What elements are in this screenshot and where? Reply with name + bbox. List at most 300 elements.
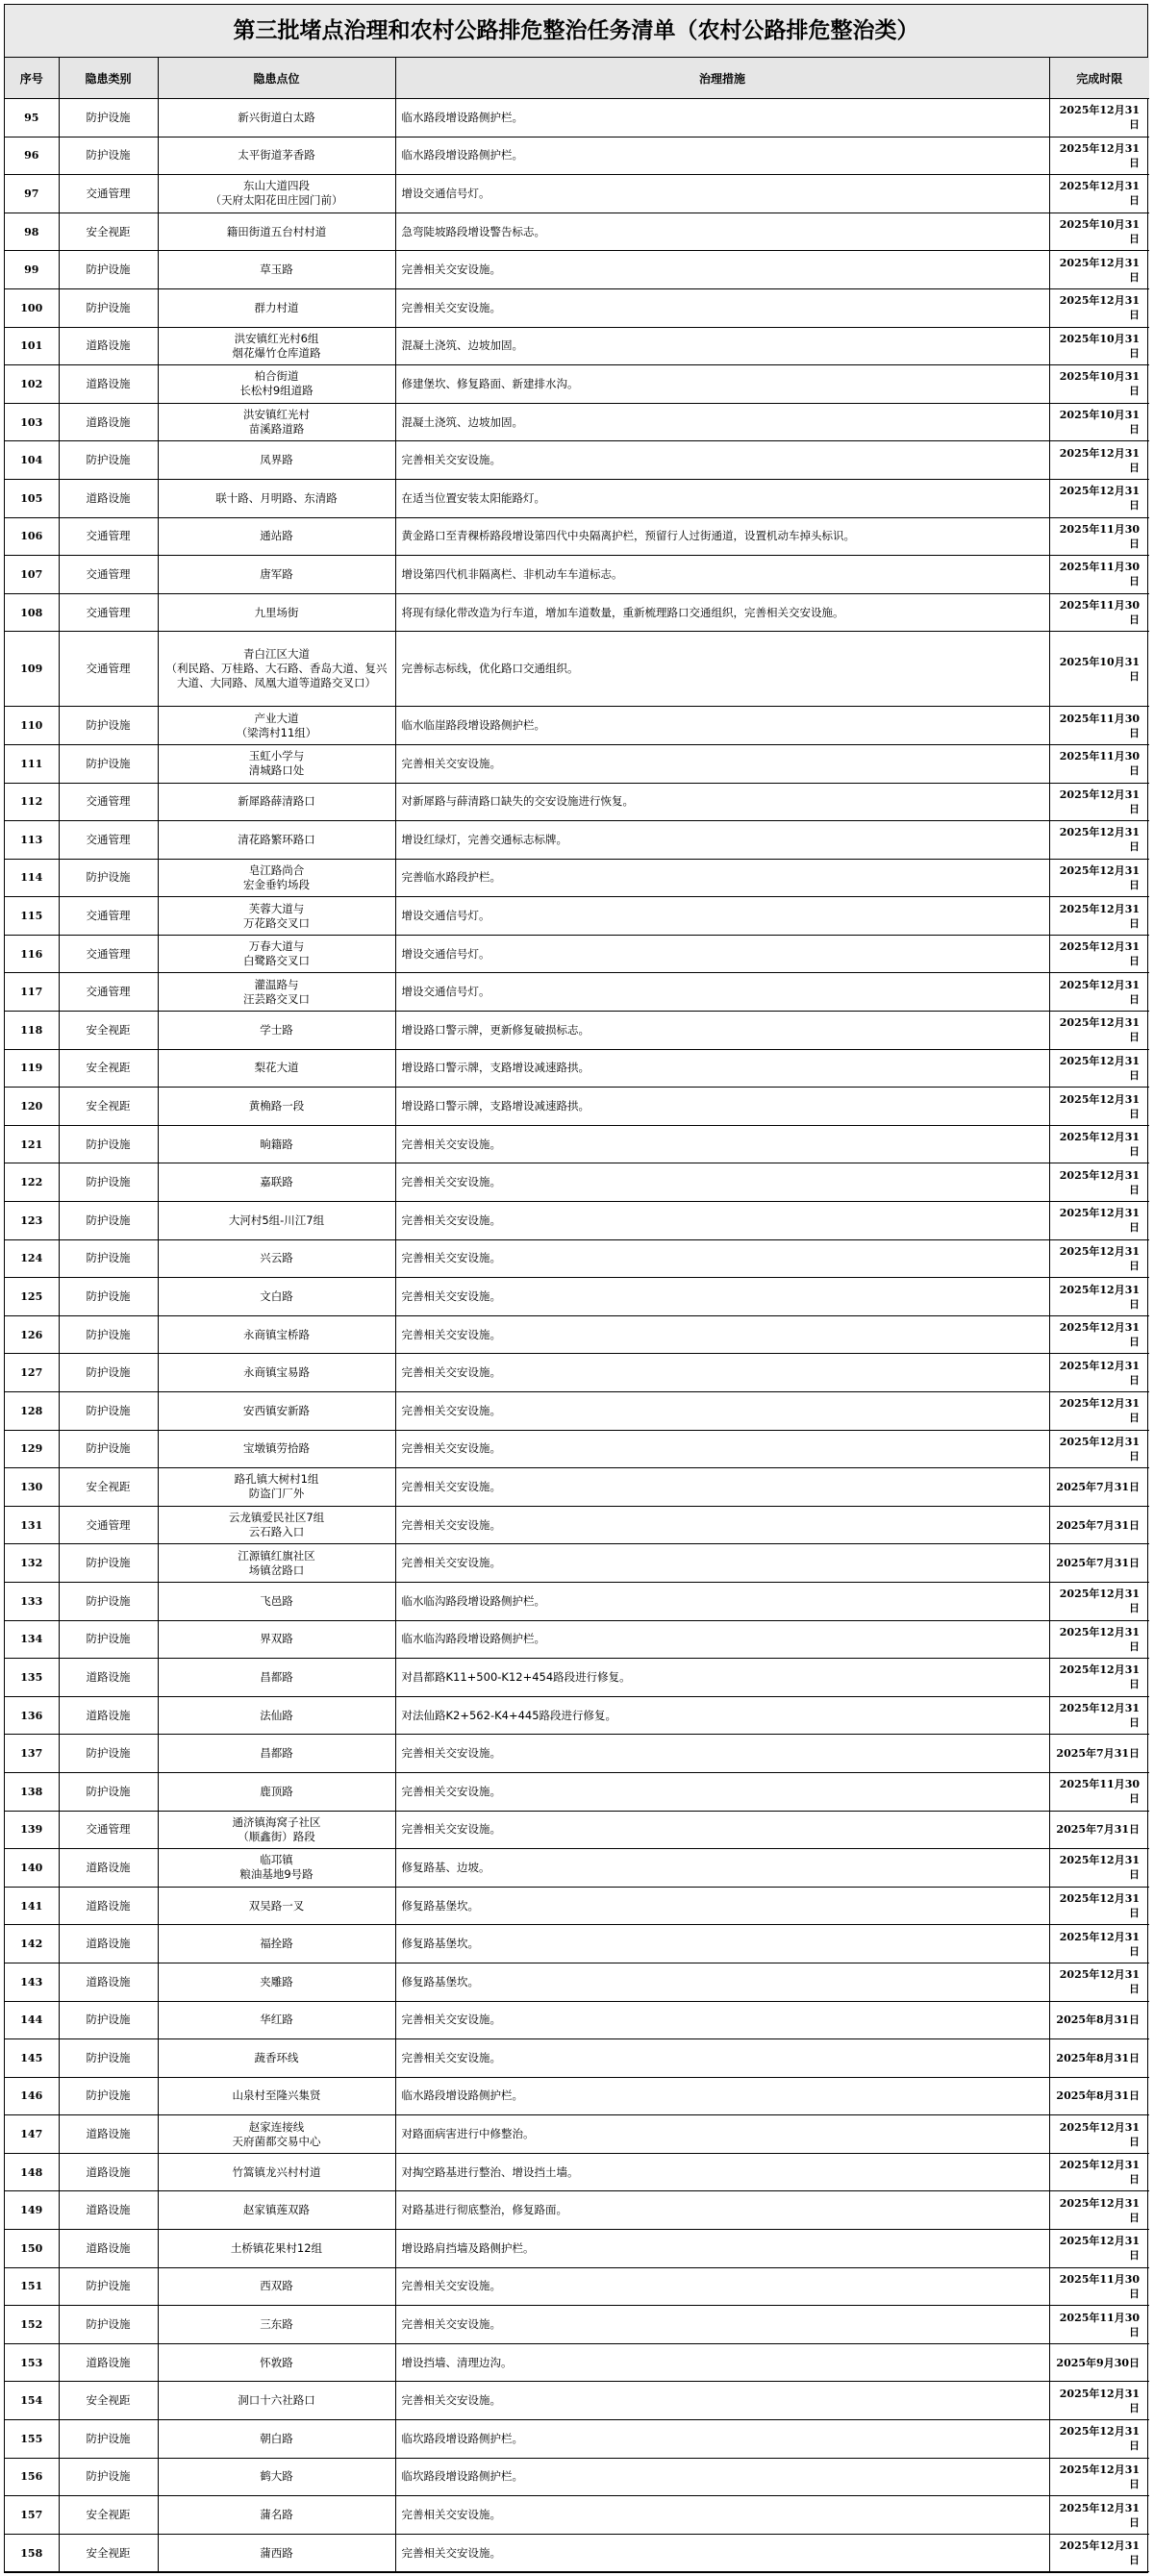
table-row (5, 2306, 1149, 2344)
row-location: 籍田街道五台村村道 (158, 213, 395, 251)
row-index: 105 (5, 479, 59, 517)
row-deadline: 2025年11月30日 (1049, 2306, 1149, 2344)
table-row (5, 2458, 1149, 2496)
row-category: 防护设施 (59, 2077, 158, 2115)
row-location: 通站路 (158, 517, 395, 556)
row-deadline: 2025年10月31日 (1049, 327, 1149, 365)
row-deadline: 2025年12月31日 (1049, 479, 1149, 517)
row-location: 皂江路尚合 宏金垂钓场段 (158, 859, 395, 897)
row-index: 106 (5, 517, 59, 556)
table-row (5, 1278, 1149, 1316)
row-index: 114 (5, 859, 59, 897)
row-category: 防护设施 (59, 2420, 158, 2459)
row-location: 西双路 (158, 2267, 395, 2306)
row-index: 138 (5, 1772, 59, 1811)
row-measure: 在适当位置安装太阳能路灯。 (395, 479, 1049, 517)
row-deadline: 2025年12月31日 (1049, 1582, 1149, 1620)
table-row (5, 2382, 1149, 2420)
row-location: 赵家镇莲双路 (158, 2191, 395, 2230)
table-row (5, 1049, 1149, 1088)
row-category: 防护设施 (59, 251, 158, 289)
row-index: 121 (5, 1125, 59, 1163)
row-location: 玉虹小学与 清城路口处 (158, 744, 395, 783)
row-deadline: 2025年12月31日 (1049, 2230, 1149, 2268)
row-location: 产业大道 （梁湾村11组） (158, 707, 395, 745)
row-measure: 临水临崖路段增设路侧护栏。 (395, 707, 1049, 745)
row-location: 东山大道四段 （天府太阳花田庄园门前） (158, 175, 395, 213)
row-location: 九里场街 (158, 593, 395, 632)
row-index: 113 (5, 821, 59, 860)
table-header-row (5, 58, 1149, 99)
row-index: 148 (5, 2153, 59, 2191)
row-category: 防护设施 (59, 1582, 158, 1620)
row-deadline: 2025年12月31日 (1049, 973, 1149, 1012)
row-category: 道路设施 (59, 1887, 158, 1925)
row-deadline: 2025年8月31日 (1049, 2039, 1149, 2078)
table-row (5, 2420, 1149, 2459)
row-measure: 完善相关交安设施。 (395, 2306, 1049, 2344)
row-location: 鹤大路 (158, 2458, 395, 2496)
row-category: 安全视距 (59, 213, 158, 251)
row-location: 昌都路 (158, 1659, 395, 1697)
row-index: 150 (5, 2230, 59, 2268)
row-index: 103 (5, 403, 59, 441)
table-row (5, 1163, 1149, 1202)
row-location: 草玉路 (158, 251, 395, 289)
row-index: 141 (5, 1887, 59, 1925)
row-index: 131 (5, 1506, 59, 1544)
row-index: 128 (5, 1392, 59, 1431)
row-measure: 临坎路段增设路侧护栏。 (395, 2420, 1049, 2459)
row-measure: 急弯陡坡路段增设警告标志。 (395, 213, 1049, 251)
row-location: 洪安镇红光村 苗溪路道路 (158, 403, 395, 441)
table-row (5, 935, 1149, 973)
row-category: 道路设施 (59, 327, 158, 365)
row-deadline: 2025年12月31日 (1049, 1278, 1149, 1316)
row-location: 文白路 (158, 1278, 395, 1316)
row-deadline: 2025年12月31日 (1049, 1659, 1149, 1697)
row-category: 防护设施 (59, 1278, 158, 1316)
row-location: 界双路 (158, 1620, 395, 1659)
row-category: 道路设施 (59, 365, 158, 404)
row-index: 98 (5, 213, 59, 251)
row-category: 防护设施 (59, 1315, 158, 1354)
row-measure: 完善相关交安设施。 (395, 1239, 1049, 1278)
header-category: 隐患类别 (59, 58, 158, 99)
row-index: 140 (5, 1849, 59, 1888)
row-deadline: 2025年12月31日 (1049, 935, 1149, 973)
row-measure: 完善相关交安设施。 (395, 1354, 1049, 1392)
row-index: 144 (5, 2001, 59, 2039)
row-measure: 完善相关交安设施。 (395, 1735, 1049, 1773)
row-deadline: 2025年11月30日 (1049, 1772, 1149, 1811)
row-category: 交通管理 (59, 517, 158, 556)
row-deadline: 2025年10月31日 (1049, 403, 1149, 441)
row-deadline: 2025年12月31日 (1049, 2115, 1149, 2154)
row-measure: 增设红绿灯，完善交通标志标牌。 (395, 821, 1049, 860)
row-location: 灌温路与 汪芸路交叉口 (158, 973, 395, 1012)
table-row (5, 365, 1149, 404)
row-category: 交通管理 (59, 973, 158, 1012)
table-row (5, 744, 1149, 783)
row-location: 洪安镇红光村6组 烟花爆竹仓库道路 (158, 327, 395, 365)
row-category: 防护设施 (59, 2458, 158, 2496)
row-category: 道路设施 (59, 2230, 158, 2268)
row-location: 凤界路 (158, 441, 395, 480)
row-category: 道路设施 (59, 1925, 158, 1963)
row-location: 昌都路 (158, 1735, 395, 1773)
row-location: 安西镇安新路 (158, 1392, 395, 1431)
row-deadline: 2025年12月31日 (1049, 2420, 1149, 2459)
row-category: 防护设施 (59, 707, 158, 745)
row-deadline: 2025年12月31日 (1049, 783, 1149, 821)
row-index: 122 (5, 1163, 59, 1202)
table-row (5, 1468, 1149, 1507)
row-index: 96 (5, 137, 59, 175)
row-location: 朝白路 (158, 2420, 395, 2459)
row-category: 道路设施 (59, 479, 158, 517)
row-index: 145 (5, 2039, 59, 2078)
row-index: 149 (5, 2191, 59, 2230)
row-location: 青白江区大道 （利民路、万桂路、大石路、香岛大道、复兴大道、大同路、凤凰大道等道路交叉口） (158, 632, 395, 707)
table-row (5, 2039, 1149, 2078)
row-index: 155 (5, 2420, 59, 2459)
table-row (5, 1392, 1149, 1431)
row-index: 152 (5, 2306, 59, 2344)
row-deadline: 2025年8月31日 (1049, 2077, 1149, 2115)
table-row (5, 1963, 1149, 2001)
task-table (5, 58, 1149, 2572)
row-deadline: 2025年12月31日 (1049, 1963, 1149, 2001)
row-deadline: 2025年12月31日 (1049, 897, 1149, 936)
row-measure: 完善相关交安设施。 (395, 1278, 1049, 1316)
row-category: 道路设施 (59, 2343, 158, 2382)
page-title: 第三批堵点治理和农村公路排危整治任务清单（农村公路排危整治类） (5, 5, 1147, 58)
row-deadline: 2025年7月31日 (1049, 1468, 1149, 1507)
row-measure: 增设交通信号灯。 (395, 897, 1049, 936)
row-measure: 临水路段增设路侧护栏。 (395, 137, 1049, 175)
row-measure: 完善相关交安设施。 (395, 744, 1049, 783)
row-deadline: 2025年12月31日 (1049, 137, 1149, 175)
table-row (5, 859, 1149, 897)
row-category: 防护设施 (59, 441, 158, 480)
row-index: 118 (5, 1012, 59, 1050)
row-category: 安全视距 (59, 1012, 158, 1050)
row-location: 学士路 (158, 1012, 395, 1050)
row-deadline: 2025年12月31日 (1049, 441, 1149, 480)
row-location: 竹篙镇龙兴村村道 (158, 2153, 395, 2191)
table-row (5, 897, 1149, 936)
table-row (5, 213, 1149, 251)
row-measure: 完善相关交安设施。 (395, 1544, 1049, 1583)
row-measure: 修复路基、边坡。 (395, 1849, 1049, 1888)
row-measure: 修复路基堡坎。 (395, 1963, 1049, 2001)
row-index: 100 (5, 288, 59, 327)
table-row (5, 556, 1149, 594)
row-index: 126 (5, 1315, 59, 1354)
row-measure: 增设路口警示牌，支路增设减速路拱。 (395, 1049, 1049, 1088)
table-row (5, 1544, 1149, 1583)
table-row (5, 2343, 1149, 2382)
row-deadline: 2025年12月31日 (1049, 2534, 1149, 2572)
row-location: 福拴路 (158, 1925, 395, 1963)
row-category: 安全视距 (59, 2382, 158, 2420)
row-deadline: 2025年12月31日 (1049, 1049, 1149, 1088)
row-deadline: 2025年12月31日 (1049, 1012, 1149, 1050)
row-deadline: 2025年12月31日 (1049, 821, 1149, 860)
row-measure: 对路面病害进行中修整治。 (395, 2115, 1049, 2154)
row-measure: 增设挡墙、清理边沟。 (395, 2343, 1049, 2382)
row-category: 防护设施 (59, 859, 158, 897)
row-index: 112 (5, 783, 59, 821)
row-index: 142 (5, 1925, 59, 1963)
row-deadline: 2025年12月31日 (1049, 1696, 1149, 1735)
row-category: 安全视距 (59, 2496, 158, 2535)
row-category: 防护设施 (59, 2306, 158, 2344)
row-index: 101 (5, 327, 59, 365)
row-location: 夹雕路 (158, 1963, 395, 2001)
row-deadline: 2025年12月31日 (1049, 1925, 1149, 1963)
table-row (5, 1582, 1149, 1620)
row-deadline: 2025年7月31日 (1049, 1506, 1149, 1544)
row-measure: 增设路肩挡墙及路侧护栏。 (395, 2230, 1049, 2268)
row-location: 云龙镇爱民社区7组 云石路入口 (158, 1506, 395, 1544)
table-row (5, 783, 1149, 821)
row-index: 119 (5, 1049, 59, 1088)
row-index: 117 (5, 973, 59, 1012)
table-row (5, 707, 1149, 745)
row-deadline: 2025年12月31日 (1049, 1620, 1149, 1659)
row-deadline: 2025年11月30日 (1049, 556, 1149, 594)
row-location: 兴云路 (158, 1239, 395, 1278)
row-index: 127 (5, 1354, 59, 1392)
row-deadline: 2025年12月31日 (1049, 1849, 1149, 1888)
row-location: 柏合街道 长松村9组道路 (158, 365, 395, 404)
header-index: 序号 (5, 58, 59, 99)
row-measure: 增设第四代机非隔离栏、非机动车车道标志。 (395, 556, 1049, 594)
row-deadline: 2025年10月31日 (1049, 365, 1149, 404)
row-category: 交通管理 (59, 556, 158, 594)
row-measure: 完善相关交安设施。 (395, 2001, 1049, 2039)
row-measure: 增设交通信号灯。 (395, 935, 1049, 973)
table-row (5, 1354, 1149, 1392)
row-measure: 临水路段增设路侧护栏。 (395, 2077, 1049, 2115)
row-location: 蒲西路 (158, 2534, 395, 2572)
row-index: 102 (5, 365, 59, 404)
row-deadline: 2025年7月31日 (1049, 1811, 1149, 1849)
row-index: 116 (5, 935, 59, 973)
row-category: 安全视距 (59, 1088, 158, 1126)
row-location: 江源镇红旗社区 场镇岔路口 (158, 1544, 395, 1583)
row-category: 交通管理 (59, 897, 158, 936)
table-row (5, 2077, 1149, 2115)
row-location: 永商镇宝易路 (158, 1354, 395, 1392)
row-category: 交通管理 (59, 1811, 158, 1849)
table-row (5, 1849, 1149, 1888)
row-deadline: 2025年7月31日 (1049, 1544, 1149, 1583)
row-location: 蔬香环线 (158, 2039, 395, 2078)
row-measure: 混凝土浇筑、边坡加固。 (395, 327, 1049, 365)
table-row (5, 1202, 1149, 1240)
row-measure: 临坎路段增设路侧护栏。 (395, 2458, 1049, 2496)
row-measure: 对法仙路K2+562-K4+445路段进行修复。 (395, 1696, 1049, 1735)
row-measure: 完善相关交安设施。 (395, 251, 1049, 289)
table-row (5, 327, 1149, 365)
row-location: 芙蓉大道与 万花路交叉口 (158, 897, 395, 936)
row-measure: 对昌都路K11+500-K12+454路段进行修复。 (395, 1659, 1049, 1697)
row-index: 95 (5, 99, 59, 138)
row-index: 132 (5, 1544, 59, 1583)
row-category: 防护设施 (59, 1354, 158, 1392)
row-index: 104 (5, 441, 59, 480)
row-deadline: 2025年12月31日 (1049, 251, 1149, 289)
table-row (5, 1012, 1149, 1050)
row-index: 97 (5, 175, 59, 213)
row-deadline: 2025年11月30日 (1049, 593, 1149, 632)
row-measure: 修建堡坎、修复路面、新建排水沟。 (395, 365, 1049, 404)
row-location: 黄桷路一段 (158, 1088, 395, 1126)
row-category: 防护设施 (59, 1392, 158, 1431)
row-deadline: 2025年12月31日 (1049, 288, 1149, 327)
row-category: 交通管理 (59, 175, 158, 213)
row-category: 道路设施 (59, 1849, 158, 1888)
row-deadline: 2025年9月30日 (1049, 2343, 1149, 2382)
row-measure: 完善相关交安设施。 (395, 1772, 1049, 1811)
row-location: 临邛镇 粮油基地9号路 (158, 1849, 395, 1888)
row-location: 洞口十六社路口 (158, 2382, 395, 2420)
table-row (5, 1315, 1149, 1354)
row-deadline: 2025年10月31日 (1049, 213, 1149, 251)
row-location: 太平街道茅香路 (158, 137, 395, 175)
table-row (5, 593, 1149, 632)
row-category: 道路设施 (59, 2191, 158, 2230)
row-category: 防护设施 (59, 1125, 158, 1163)
row-location: 清花路繁环路口 (158, 821, 395, 860)
row-index: 109 (5, 632, 59, 707)
row-category: 防护设施 (59, 99, 158, 138)
row-category: 防护设施 (59, 288, 158, 327)
row-measure: 完善相关交安设施。 (395, 1163, 1049, 1202)
row-category: 防护设施 (59, 1620, 158, 1659)
row-index: 125 (5, 1278, 59, 1316)
table-row (5, 1088, 1149, 1126)
row-index: 137 (5, 1735, 59, 1773)
row-location: 群力村道 (158, 288, 395, 327)
table-row (5, 2496, 1149, 2535)
row-index: 111 (5, 744, 59, 783)
row-index: 136 (5, 1696, 59, 1735)
row-index: 115 (5, 897, 59, 936)
row-category: 防护设施 (59, 1163, 158, 1202)
row-deadline: 2025年12月31日 (1049, 175, 1149, 213)
row-measure: 完善相关交安设施。 (395, 1392, 1049, 1431)
row-measure: 完善相关交安设施。 (395, 2382, 1049, 2420)
row-category: 道路设施 (59, 403, 158, 441)
row-measure: 将现有绿化带改造为行车道，增加车道数量，重新梳理路口交通组织，完善相关交安设施。 (395, 593, 1049, 632)
row-category: 安全视距 (59, 1049, 158, 1088)
row-index: 147 (5, 2115, 59, 2154)
row-deadline: 2025年12月31日 (1049, 2496, 1149, 2535)
row-deadline: 2025年12月31日 (1049, 1430, 1149, 1468)
row-category: 交通管理 (59, 632, 158, 707)
row-location: 新兴街道白太路 (158, 99, 395, 138)
table-row (5, 973, 1149, 1012)
row-measure: 增设交通信号灯。 (395, 973, 1049, 1012)
row-category: 交通管理 (59, 821, 158, 860)
table-row (5, 1887, 1149, 1925)
row-location: 晌籍路 (158, 1125, 395, 1163)
row-category: 道路设施 (59, 1963, 158, 2001)
row-index: 134 (5, 1620, 59, 1659)
row-index: 133 (5, 1582, 59, 1620)
row-category: 防护设施 (59, 2267, 158, 2306)
row-category: 防护设施 (59, 2039, 158, 2078)
row-measure: 完善临水路段护栏。 (395, 859, 1049, 897)
row-category: 交通管理 (59, 935, 158, 973)
table-row (5, 479, 1149, 517)
row-measure: 完善相关交安设施。 (395, 1125, 1049, 1163)
row-deadline: 2025年12月31日 (1049, 1354, 1149, 1392)
table-row (5, 2230, 1149, 2268)
row-measure: 临水临沟路段增设路侧护栏。 (395, 1582, 1049, 1620)
table-row (5, 288, 1149, 327)
row-category: 交通管理 (59, 783, 158, 821)
table-row (5, 251, 1149, 289)
row-category: 交通管理 (59, 1506, 158, 1544)
row-measure: 增设交通信号灯。 (395, 175, 1049, 213)
row-category: 防护设施 (59, 1239, 158, 1278)
row-measure: 对路基进行彻底整治，修复路面。 (395, 2191, 1049, 2230)
row-deadline: 2025年12月31日 (1049, 1163, 1149, 1202)
table-row (5, 632, 1149, 707)
row-measure: 对新犀路与薛清路口缺失的交安设施进行恢复。 (395, 783, 1049, 821)
row-deadline: 2025年12月31日 (1049, 1202, 1149, 1240)
row-measure: 完善相关交安设施。 (395, 441, 1049, 480)
row-measure: 完善相关交安设施。 (395, 1811, 1049, 1849)
row-index: 154 (5, 2382, 59, 2420)
row-measure: 临水临沟路段增设路侧护栏。 (395, 1620, 1049, 1659)
row-category: 交通管理 (59, 593, 158, 632)
row-index: 151 (5, 2267, 59, 2306)
table-row (5, 1772, 1149, 1811)
row-deadline: 2025年12月31日 (1049, 1125, 1149, 1163)
row-index: 108 (5, 593, 59, 632)
row-location: 万春大道与 白鹭路交叉口 (158, 935, 395, 973)
table-row (5, 1659, 1149, 1697)
row-deadline: 2025年10月31日 (1049, 632, 1149, 707)
row-location: 赵家连接线 天府菌都交易中心 (158, 2115, 395, 2154)
row-index: 139 (5, 1811, 59, 1849)
row-deadline: 2025年12月31日 (1049, 2382, 1149, 2420)
table-row (5, 137, 1149, 175)
row-deadline: 2025年12月31日 (1049, 1315, 1149, 1354)
row-index: 99 (5, 251, 59, 289)
row-index: 130 (5, 1468, 59, 1507)
table-row (5, 2534, 1149, 2572)
row-location: 飞邑路 (158, 1582, 395, 1620)
row-measure: 完善相关交安设施。 (395, 1506, 1049, 1544)
row-index: 143 (5, 1963, 59, 2001)
row-location: 山泉村至隆兴集贤 (158, 2077, 395, 2115)
header-deadline: 完成时限 (1049, 58, 1149, 99)
row-measure: 完善相关交安设施。 (395, 1430, 1049, 1468)
table-row (5, 1125, 1149, 1163)
row-location: 蒲名路 (158, 2496, 395, 2535)
table-row (5, 1506, 1149, 1544)
row-location: 华红路 (158, 2001, 395, 2039)
table-row (5, 2191, 1149, 2230)
row-deadline: 2025年11月30日 (1049, 2267, 1149, 2306)
